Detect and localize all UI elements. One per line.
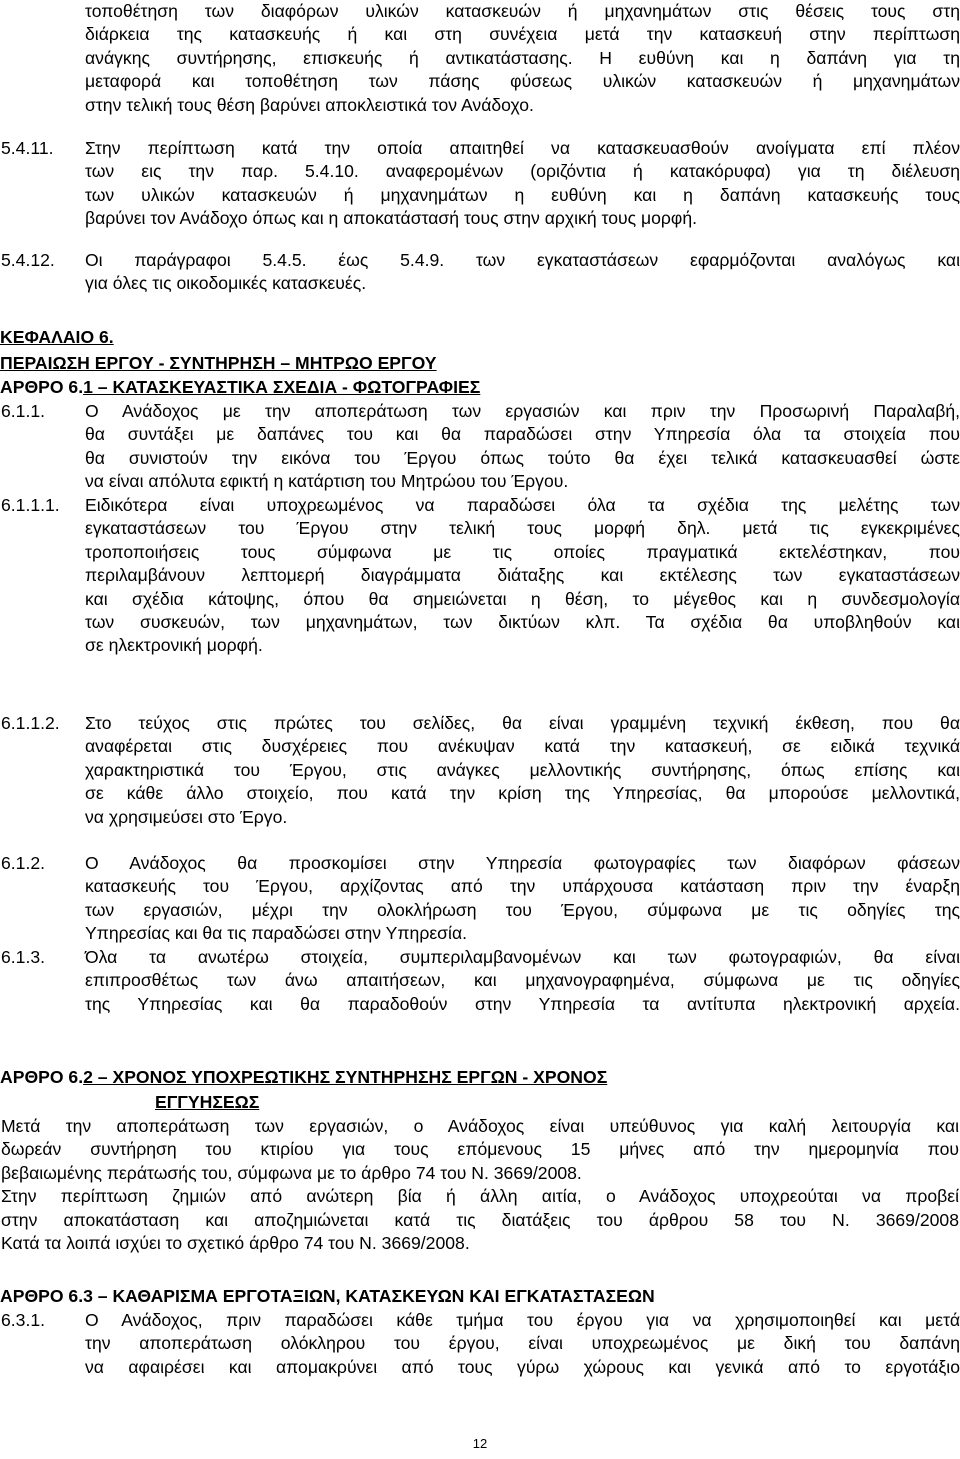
text-line: Όλα τα ανωτέρω στοιχεία, συμπεριλαμβανομένων και των φωτογραφιών, θα είναι (85, 947, 960, 967)
paragraph-number: 6.3.1. (1, 1310, 46, 1330)
paragraph-number: 6.1.1.2. (1, 713, 60, 733)
text-line: Στην περίπτωση κατά την οποία απαιτηθεί να κατασκευασθούν ανοίγματα επί πλέον (85, 138, 960, 158)
text-line: τροποποιήσεις τους σύμφωνα με τις οποίες πραγματικά εκτελέστηκαν, που (85, 541, 960, 562)
text-line: την αποπεράτωση ολόκληρου του έργου, είναι υποχρεωμένος με δική του δαπάνη (85, 1333, 960, 1354)
text-line: δωρεάν συντήρηση του κτιρίου για τους επόμενους 15 μήνες από την ημερομηνία που (1, 1139, 959, 1160)
chapter-title: ΚΕΦΑΛΑΙΟ 6. (0, 327, 114, 347)
text-line: ανάγκης συντήρησης, επισκευής ή αντικατάστασης. Η ευθύνη και η δαπάνη για τη (85, 47, 960, 68)
article-title: 1 – ΚΑΤΑΣΚΕΥΑΣΤΙΚΑ ΣΧΕΔΙΑ - ΦΩΤΟΓΡΑΦΙΕΣ (83, 377, 481, 397)
text-line: μεταφορά και τοποθέτηση των πάσης φύσεως υλικών κατασκευών ή μηχανημάτων (85, 71, 960, 92)
article-6-1-heading (0, 376, 480, 399)
article-6-3-heading: ΑΡΘΡΟ 6.3 – ΚΑΘΑΡΙΣΜΑ ΕΡΓΟΤΑΞΙΩΝ, ΚΑΤΑΣΚΕΥΩΝ ΚΑΙ ΕΓΚΑΤΑΣΤΑΣΕΩΝ (0, 1286, 655, 1306)
text-line: βεβαιωμένης περάτωσής του, σύμφωνα με το άρθρο 74 του Ν. 3669/2008. (1, 1162, 582, 1183)
text-line: επιπροσθέτως των άνω απαιτήσεων, και μηχανογραφημένα, σύμφωνα με τις οδηγίες (85, 970, 960, 991)
paragraph-number: 5.4.12. (1, 250, 55, 270)
text-line: να αφαιρέσει και απομακρύνει από τους γύρω χώρους και γενικά από το εργοτάξιο (85, 1356, 960, 1377)
text-line: Στην περίπτωση ζημιών από ανώτερη βία ή άλλη αιτία, ο Ανάδοχος υποχρεούται να προβεί (1, 1186, 959, 1207)
text-line: κατασκευής του Έργου, αρχίζοντας από την υπάρχουσα κατάσταση πριν την έναρξη (85, 876, 960, 897)
article-title: 2 – ΧΡΟΝΟΣ ΥΠΟΧΡΕΩΤΙΚΗΣ ΣΥΝΤΗΡΗΣΗΣ ΕΡΓΩΝ - ΧΡΟΝΟΣ (83, 1067, 608, 1087)
text-line: Οι παράγραφοι 5.4.5. έως 5.4.9. των εγκαταστάσεων εφαρμόζονται αναλόγως και (85, 250, 960, 270)
paragraph-number: 5.4.11. (1, 138, 54, 158)
text-line: περιλαμβάνουν λεπτομερή διαγράμματα διάταξης και εκτέλεσης των εγκαταστάσεων (85, 565, 960, 586)
text-line: να χρησιμεύσει στο Έργο. (85, 806, 288, 827)
article-6-2-heading (0, 1066, 607, 1089)
text-line: των υλικών κατασκευών ή μηχανημάτων η ευθύνη και η δαπάνη κατασκευής τους (85, 184, 960, 205)
text-line: θα συνιστούν την εικόνα του Έργου όπως τούτο θα έχει τελικά κατασκευασθεί ώστε (85, 447, 960, 468)
paragraph-number: 6.1.3. (1, 947, 46, 967)
article-prefix: ΑΡΘΡΟ 6. (0, 1067, 84, 1087)
text-line: της Υπηρεσίας και θα παραδοθούν στην Υπηρεσία τα αντίτυπα ηλεκτρονική αρχεία. (85, 993, 960, 1014)
text-line: αναφέρεται στις δυσχέρειες που ανέκυψαν κατά την κατασκευή, σε ειδικά τεχνικά (85, 736, 960, 757)
text-line: Κατά τα λοιπά ισχύει το σχετικό άρθρο 74 του Ν. 3669/2008. (1, 1233, 470, 1254)
text-line: Ειδικότερα είναι υποχρεωμένος να παραδώσει όλα τα σχέδια της μελέτης των (85, 495, 960, 515)
article-6-2-heading-continued: ΕΓΓΥΗΣΕΩΣ (155, 1092, 260, 1112)
text-line: των εις την παρ. 5.4.10. αναφερομένων (οριζόντια ή κατακόρυφα) για τη διέλευση (85, 161, 960, 182)
text-line: να είναι απόλυτα εφικτή η κατάρτιση του Μητρώου του Έργου. (85, 471, 569, 492)
text-line: στην αποκατάσταση και αποζημιώνεται κατά τις διατάξεις του άρθρου 58 του Ν. 3669/2008 (1, 1209, 959, 1230)
text-line: τοποθέτηση των διαφόρων υλικών κατασκευών ή μηχανημάτων στις θέσεις τους στη (85, 1, 960, 21)
paragraph-number: 6.1.1. (1, 401, 46, 421)
text-line: χαρακτηριστικά του Έργου, στις ανάγκες μελλοντικής συντήρησης, όπως επίσης και (85, 759, 960, 780)
text-line: Υπηρεσίας και θα τις παραδώσει στην Υπηρεσία. (85, 923, 468, 944)
text-line: σε ηλεκτρονική μορφή. (85, 635, 263, 656)
text-line: Στο τεύχος στις πρώτες του σελίδες, θα είναι γραμμένη τεχνική έκθεση, που θα (85, 713, 960, 733)
text-line: θα συντάξει με δαπάνες του και θα παραδώσει στην Υπηρεσία όλα τα στοιχεία που (85, 424, 960, 445)
text-line: των συσκευών, των μηχανημάτων, των δικτύων κλπ. Τα σχέδια θα υποβληθούν και (85, 612, 960, 633)
text-line: για όλες τις οικοδομικές κατασκευές. (85, 273, 367, 294)
page-number: 12 (472, 1436, 488, 1451)
text-line: στην τελική τους θέση βαρύνει αποκλειστικά τον Ανάδοχο. (85, 94, 534, 115)
text-line: εγκαταστάσεων του Έργου στην τελική τους μορφή δηλ. μετά τις εγκεκριμένες (85, 518, 960, 539)
text-line: διάρκεια της κατασκευής ή και στη συνέχεια μετά την κατασκευή στην περίπτωση (85, 24, 960, 45)
paragraph-number: 6.1.2. (1, 853, 46, 873)
text-line: Μετά την αποπεράτωση των εργασιών, ο Ανάδοχος είναι υπεύθυνος για καλή λειτουργία και (1, 1116, 959, 1136)
text-line: Ο Ανάδοχος με την αποπεράτωση των εργασιών και πριν την Προσωρινή Παραλαβή, (85, 401, 960, 421)
text-line: σε κάθε άλλο στοιχείο, που κατά την κρίση της Υπηρεσίας, θα μπορούσε μελλοντικά, (85, 783, 960, 804)
text-line: και σχέδια κάτοψης, όπου θα σημειώνεται η θέση, το μέγεθος και η συνδεσμολογία (85, 588, 960, 609)
paragraph-number: 6.1.1.1. (1, 495, 60, 515)
article-prefix: ΑΡΘΡΟ 6. (0, 377, 84, 397)
text-line: των εργασιών, μέχρι την ολοκλήρωση του Έργου, σύμφωνα με τις οδηγίες της (85, 899, 960, 920)
text-line: Ο Ανάδοχος θα προσκομίσει στην Υπηρεσία φωτογραφίες των διαφόρων φάσεων (85, 853, 960, 873)
text-line: Ο Ανάδοχος, πριν παραδώσει κάθε τμήμα του έργου για να χρησιμοποιηθεί και μετά (85, 1310, 960, 1330)
text-line: βαρύνει τον Ανάδοχο όπως και η αποκατάστασή τους στην αρχική τους μορφή. (85, 208, 697, 229)
chapter-subtitle: ΠΕΡΑΙΩΣΗ ΕΡΓΟΥ - ΣΥΝΤΗΡΗΣΗ – ΜΗΤΡΩΟ ΕΡΓΟΥ (0, 353, 437, 373)
